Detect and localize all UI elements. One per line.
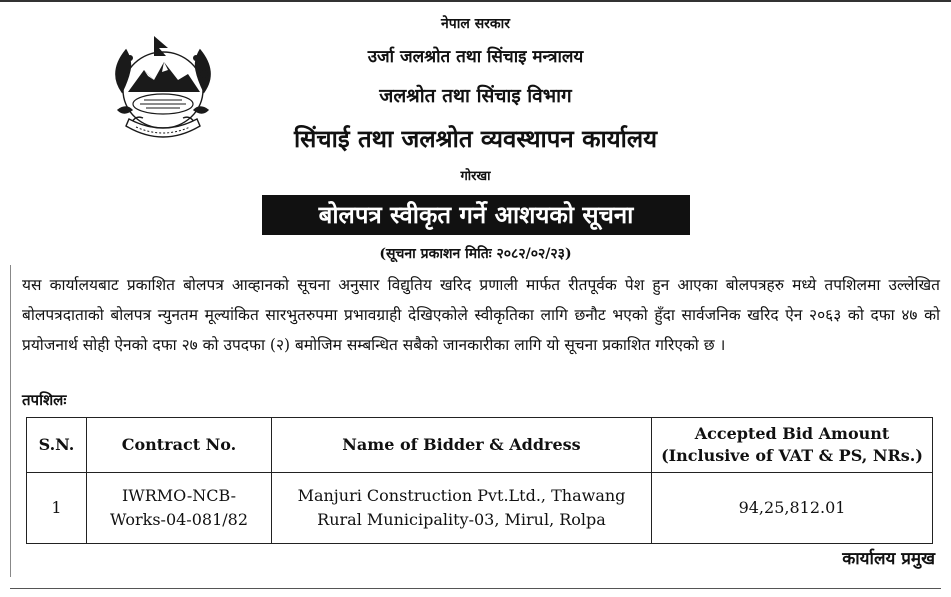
left-frame-line bbox=[10, 265, 11, 577]
cell-amount: 94,25,812.01 bbox=[652, 473, 933, 544]
schedule-label: तपशिलः bbox=[22, 391, 67, 409]
notice-title: बोलपत्र स्वीकृत गर्ने आशयको सूचना bbox=[262, 195, 690, 235]
header-bidder: Name of Bidder & Address bbox=[272, 418, 652, 473]
signatory: कार्यालय प्रमुख bbox=[842, 549, 935, 569]
table-header-row bbox=[27, 418, 933, 473]
cell-bidder bbox=[272, 473, 652, 544]
publication-date: (सूचना प्रकाशन मितिः २०८२/०२/२३) bbox=[379, 246, 572, 262]
header-amount-line1: Accepted Bid Amount bbox=[694, 424, 890, 443]
award-table bbox=[26, 417, 933, 544]
notice-body: यस कार्यालयबाट प्रकाशित बोलपत्र आव्हानको सूचना अनुसार विद्युतिय खरिद प्रणाली मार्फत रीतपूर्वक पेश हुन आएका बोलपत्रहरु मध्ये तपशिलमा उल्लेखित बोलपत्रदाताको बोलपत्र न्युनतम मूल्यांकित सारभुतरुपमा प्रभावग्राही देखिएकोले स्वीकृतिका लागि छनौट भएको हुँदा सार्वजनिक खरिद ऐन २०६३ को दफा ४७ को प्रयोजनार्थ सोही ऐनको दफा २७ को उपदफा (२) बमोजिम सम्बन्धित सबैको जानकारीका लागि यो सूचना प्रकाशित गरिएको छ । bbox=[22, 276, 940, 354]
header-sn: S.N. bbox=[27, 418, 87, 473]
department-name: जलश्रोत तथा सिंचाइ विभाग bbox=[379, 85, 572, 107]
district-name: गोरखा bbox=[460, 169, 491, 184]
ministry-name: उर्जा जलश्रोत तथा सिंचाइ मन्त्रालय bbox=[367, 47, 584, 67]
government-name: नेपाल सरकार bbox=[440, 16, 510, 32]
bidder-line2: Rural Municipality-03, Mirul, Rolpa bbox=[317, 510, 606, 529]
table-row bbox=[27, 473, 933, 544]
cell-sn: 1 bbox=[27, 473, 87, 544]
top-border bbox=[0, 0, 951, 2]
cell-contract-no bbox=[87, 473, 272, 544]
header-contract-no: Contract No. bbox=[87, 418, 272, 473]
office-name: सिंचाई तथा जलश्रोत व्यवस्थापन कार्यालय bbox=[293, 124, 658, 153]
bidder-line1: Manjuri Construction Pvt.Ltd., Thawang bbox=[297, 486, 626, 505]
bottom-border bbox=[10, 588, 941, 589]
contract-line1: IWRMO-NCB- bbox=[121, 486, 236, 505]
header-amount-line2: (Inclusive of VAT & PS, NRs.) bbox=[661, 446, 923, 465]
header-amount bbox=[652, 418, 933, 473]
contract-line2: Works-04-081/82 bbox=[109, 510, 248, 529]
